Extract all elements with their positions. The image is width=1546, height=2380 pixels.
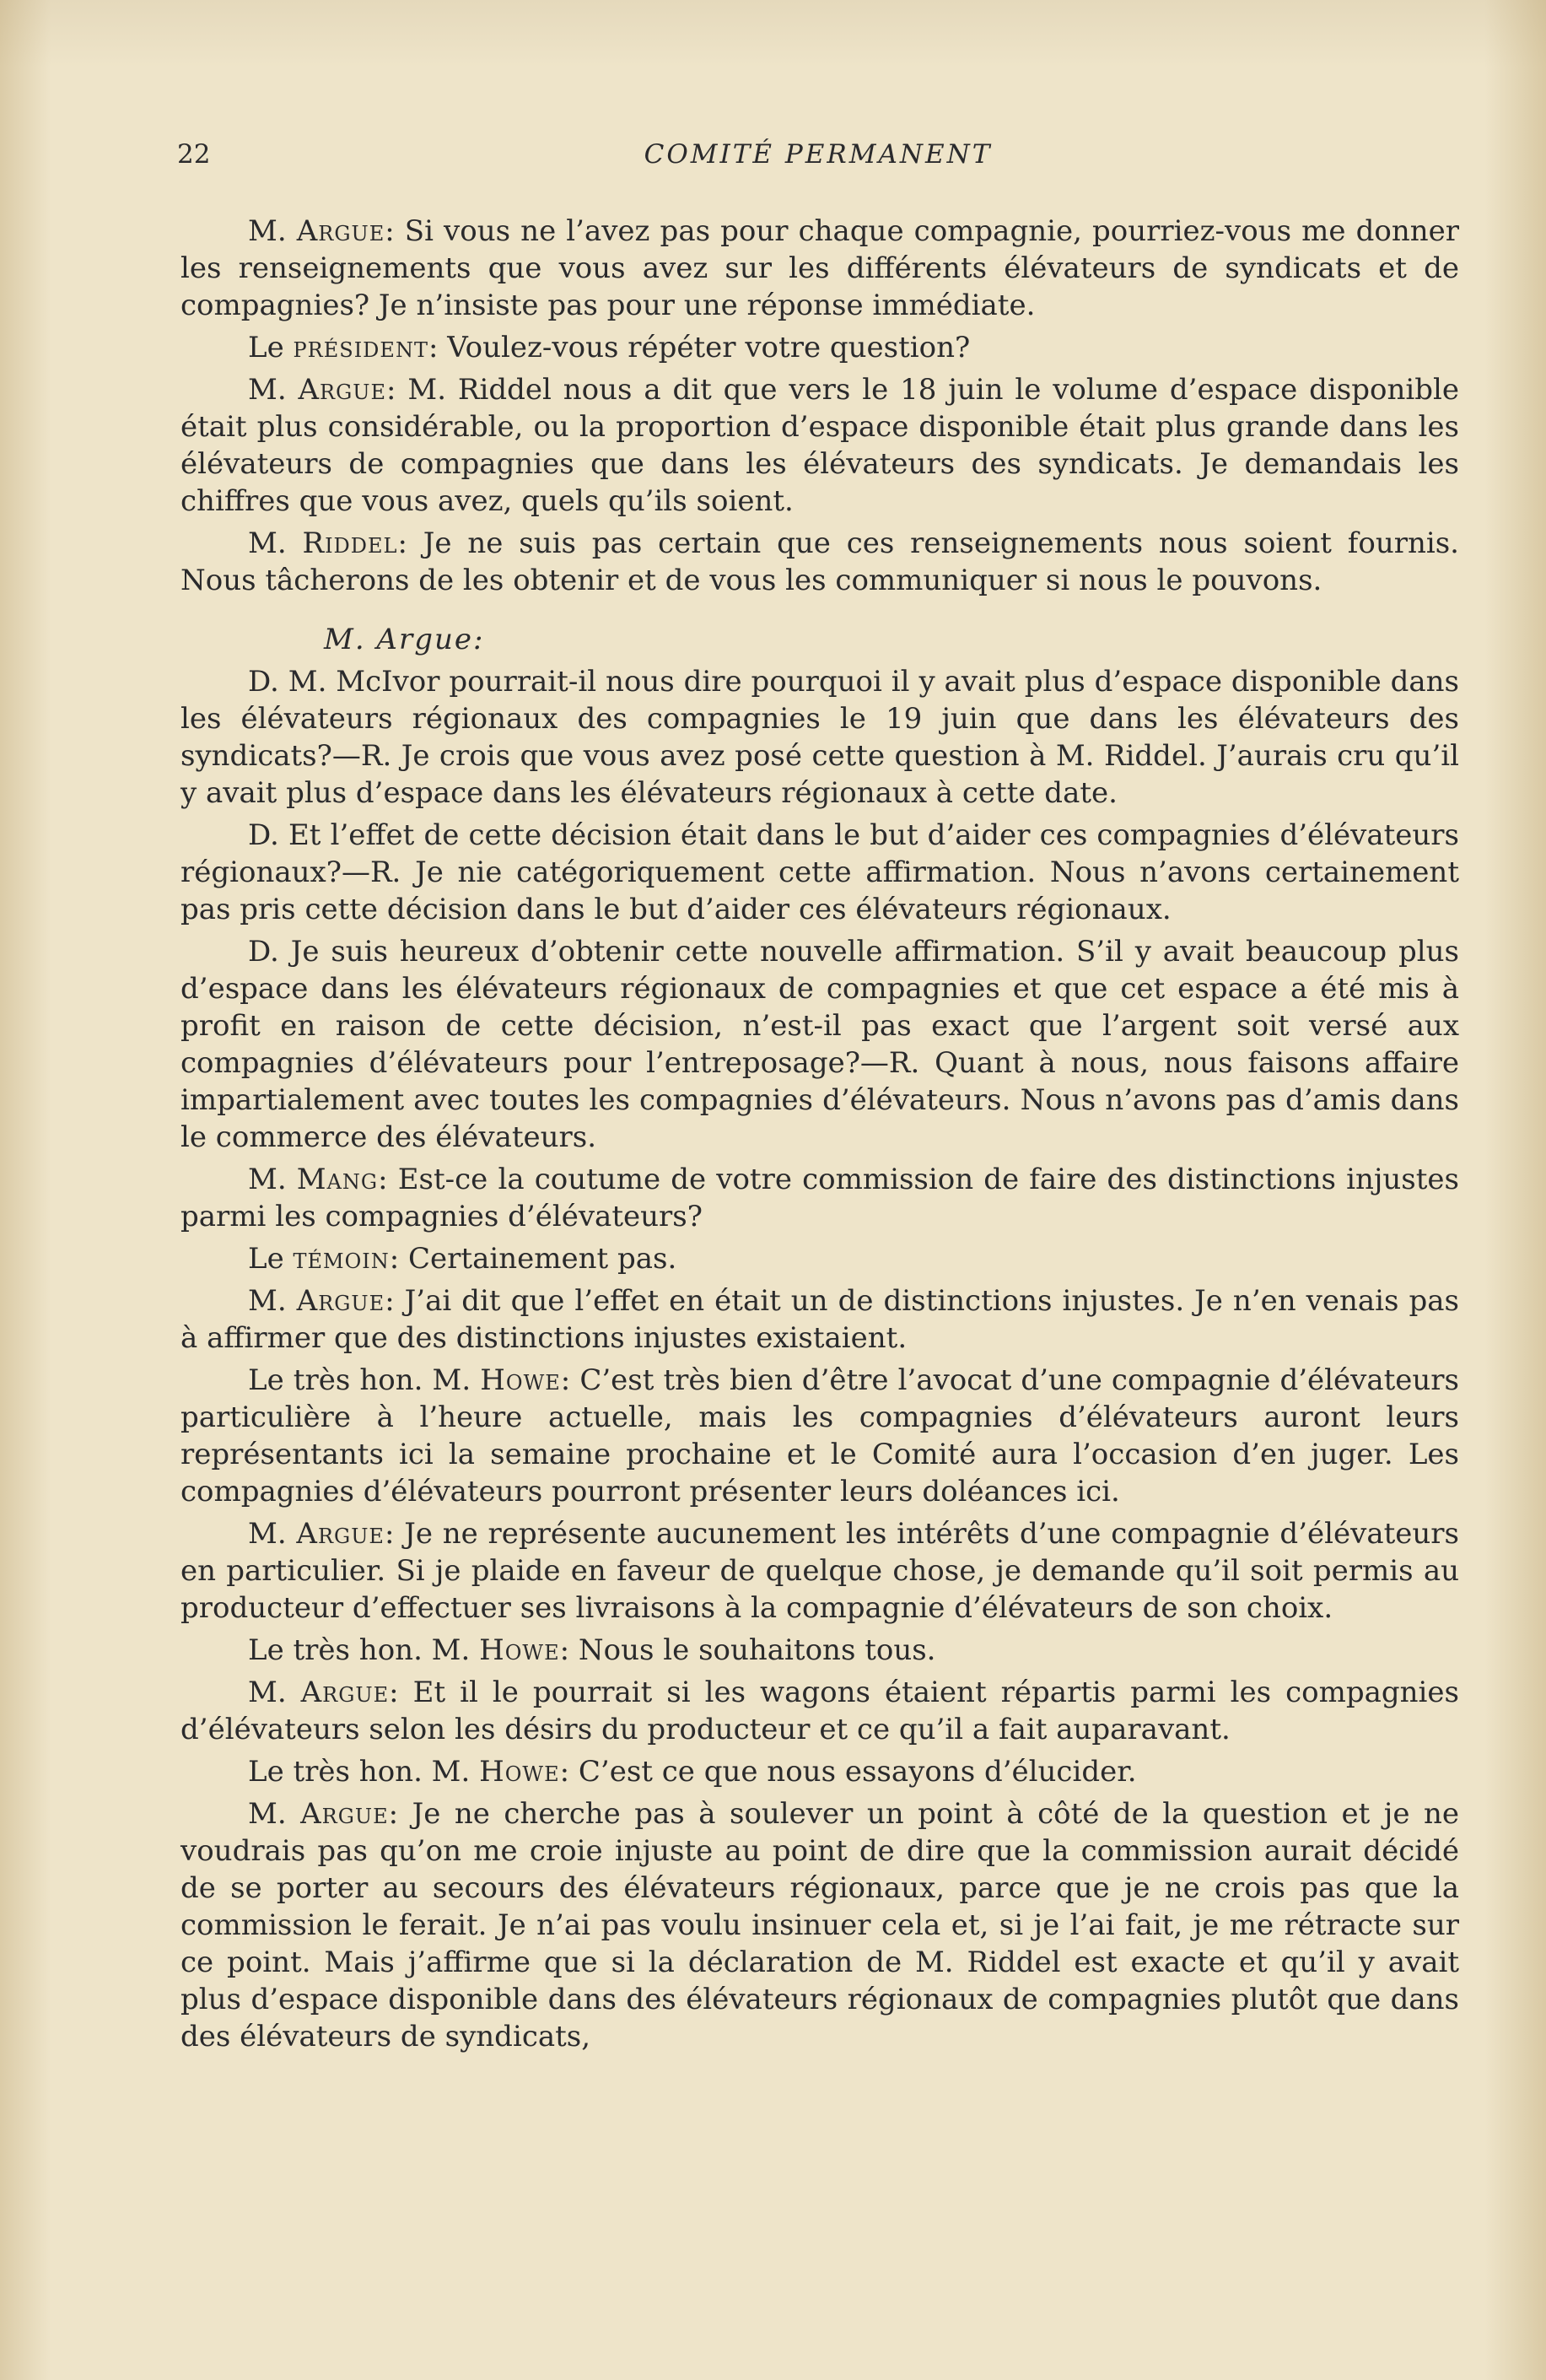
- paragraph-text: : Je ne cherche pas à soulever un point à côté de la question et je ne voudrais pas qu’on me croie injuste au point de dire que la commission aurait décidé de se porter au secours des élévateurs régionaux, parce que je ne crois pas que la commission le ferait. Je n’ai pas voulu insinuer cela et, si je l’ai fait, je me rétracte sur ce point. Mais j’affirme que si la déclaration de M. Riddel est exacte et qu’il y avait plus d’espace disponible dans des élévateurs régionaux de compagnies plutôt que dans des élévateurs de syndicats,: [180, 1797, 1459, 2053]
- speaker-prefix: M.: [248, 373, 299, 407]
- speaker-prefix: M.: [248, 1676, 301, 1709]
- qa-paragraph: D. Je suis heureux d’obtenir cette nouvelle affirmation. S’il y avait beaucoup plus d’espace dans les élévateurs régionaux de compagnies et que cet espace a été mis à profit en raison de cette décision, n’est-il pas exact que l’argent soit versé aux compagnies d’élévateurs pour l’entreposage?—R. Quant à nous, nous faisons affaire impartialement avec toutes les compagnies d’élévateurs. Nous n’avons pas d’amis dans le commerce des élévateurs.: [180, 935, 1459, 1154]
- speaker-prefix: M.: [248, 1517, 297, 1551]
- paragraph: [180, 525, 1459, 599]
- paragraph-text: : Je ne suis pas certain que ces renseignements nous soient fournis. Nous tâcherons de les obtenir et de vous les communiquer si nous le pouvons.: [180, 526, 1459, 597]
- dialogue-paragraph: [180, 1161, 1459, 1235]
- paragraph-text: : C’est ce que nous essayons d’élucider.: [559, 1755, 1137, 1789]
- paragraph-text: : M. Riddel nous a dit que vers le 18 juin le volume d’espace disponible était plus considérable, ou la proportion d’espace disponible était plus grande dans les élévateurs de compagnies que dans les élévateurs des syndicats. Je demandais les chiffres que vous avez, quels qu’ils soient.: [180, 373, 1459, 518]
- speaker-prefix: Le très hon. M.: [248, 1633, 480, 1667]
- speaker-prefix: Le très hon. M.: [248, 1363, 481, 1397]
- speaker-prefix: M.: [248, 526, 303, 560]
- paragraph-text: : Certainement pas.: [389, 1242, 677, 1276]
- speaker-prefix: M.: [248, 214, 297, 248]
- speaker-name: Howe: [480, 1363, 561, 1397]
- running-head: COMITÉ PERMANENT: [644, 139, 993, 170]
- speaker-name: Argue: [296, 1284, 385, 1318]
- speaker-name: Argue: [296, 1517, 385, 1551]
- speaker-name: Argue: [296, 214, 385, 248]
- paragraph: [180, 371, 1459, 520]
- speaker-name: Howe: [479, 1633, 560, 1667]
- speaker-name: Mang: [296, 1163, 379, 1196]
- page-number: 22: [177, 139, 211, 170]
- document-body: [180, 213, 1459, 2060]
- qa-paragraph: D. Et l’effet de cette décision était dans le but d’aider ces compagnies d’élévateurs régionaux?—R. Je nie catégoriquement cette affirmation. Nous n’avons certainement pas pris cette décision dans le but d’aider ces élévateurs régionaux.: [180, 818, 1459, 926]
- dialogue-paragraph: [180, 1753, 1459, 1790]
- speaker-prefix: M.: [248, 1284, 297, 1318]
- speaker-name: Howe: [479, 1755, 560, 1789]
- speaker-name: Argue: [298, 373, 387, 407]
- page-header: [177, 139, 1459, 176]
- speaker-name: témoin: [293, 1242, 390, 1276]
- paragraph: [180, 329, 1459, 366]
- paragraph-text: : Nous le souhaitons tous.: [559, 1633, 936, 1667]
- paragraph: [180, 213, 1459, 324]
- paragraph-text: : Et il le pourrait si les wagons étaient répartis parmi les compagnies d’élévateurs selon les désirs du producteur et ce qu’il a fait auparavant.: [180, 1676, 1459, 1746]
- dialogue-paragraph: [180, 1515, 1459, 1627]
- paragraph-text: : Si vous ne l’avez pas pour chaque compagnie, pourriez-vous me donner les renseignements que vous avez sur les différents élévateurs de syndicats et de compagnies? Je n’insiste pas pour une réponse immédiate.: [180, 214, 1459, 322]
- speaker-prefix: Le: [248, 1242, 294, 1276]
- paragraph-text: : C’est très bien d’être l’avocat d’une compagnie d’élévateurs particulière à l’heure actuelle, mais les compagnies d’élévateurs auront leurs représentants ici la semaine prochaine et le Comité aura l’occasion d’en juger. Les compagnies d’élévateurs pourront présenter leurs doléances ici.: [180, 1363, 1460, 1508]
- dialogue-paragraph: [180, 1362, 1459, 1510]
- paragraph-text: : Est-ce la coutume de votre commission de faire des distinctions injustes parmi les compagnies d’élévateurs?: [180, 1163, 1459, 1233]
- speaker-prefix: Le très hon. M.: [248, 1755, 480, 1789]
- dialogue-paragraph: [180, 1674, 1459, 1748]
- speaker-name: Riddel: [302, 526, 398, 560]
- dialogue-paragraph: [180, 1282, 1459, 1357]
- speaker-name: Argue: [300, 1676, 390, 1709]
- paragraph-text: : J’ai dit que l’effet en était un de distinctions injustes. Je n’en venais pas à affirmer que des distinctions injustes existaient.: [180, 1284, 1459, 1355]
- speaker-name: président: [293, 331, 428, 364]
- dialogue-paragraph: [180, 1795, 1459, 2055]
- paragraph-text: : Je ne représente aucunement les intérêts d’une compagnie d’élévateurs en particulier. Si je plaide en faveur de quelque chose, je demande qu’il soit permis au producteur d’effectuer ses livraisons à la compagnie d’élévateurs de son choix.: [180, 1517, 1459, 1625]
- speaker-prefix: Le: [248, 331, 294, 364]
- speaker-prefix: M.: [248, 1797, 301, 1831]
- qa-paragraph: D. M. McIvor pourrait-il nous dire pourquoi il y avait plus d’espace disponible dans les élévateurs régionaux des compagnies le 19 juin que dans les élévateurs des syndicats?—R. Je crois que vous avez posé cette question à M. Riddel. J’aurais cru qu’il y avait plus d’espace dans les élévateurs régionaux à cette date.: [180, 665, 1459, 810]
- paragraph-text: : Voulez-vous répéter votre question?: [428, 331, 971, 364]
- dialogue-paragraph: [180, 1632, 1459, 1669]
- speaker-prefix: M.: [248, 1163, 297, 1196]
- section-subheading: M. Argue:: [324, 623, 485, 656]
- dialogue-paragraph: [180, 1240, 1459, 1277]
- speaker-name: Argue: [300, 1797, 389, 1831]
